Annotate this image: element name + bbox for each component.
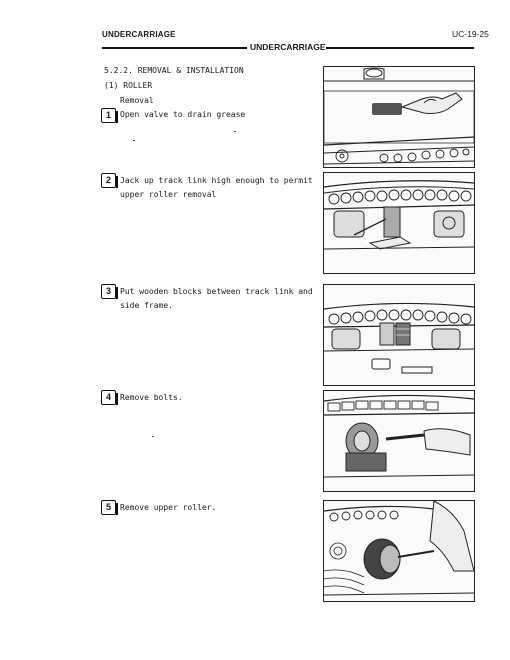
subsection-heading: (1) ROLLER [104,81,153,90]
upper-roller-illustration [324,501,474,601]
jack-illustration [324,173,474,273]
step-2-text-line-2: upper roller removal [120,190,217,199]
rule-title: UNDERCARRIAGE [250,42,326,52]
removal-label: Removal [120,96,154,105]
figure-step-5-remove-upper-roller [323,500,475,602]
step-2-text-line-1: Jack up track link high enough to permit [120,176,313,185]
page-code: UC-19-25 [452,29,489,39]
step-number-2: 2 [101,173,116,188]
step-number-1: 1 [101,108,116,123]
step-3-text-line-1: Put wooden blocks between track link and [120,287,313,296]
header-rule-right [326,47,474,49]
step-1-text: Open valve to drain grease [120,110,246,119]
step-number-4: 4 [101,390,116,405]
figure-step-4-remove-bolts [323,390,475,492]
step-5-text: Remove upper roller. [120,503,217,512]
section-header: UNDERCARRIAGE [102,30,176,39]
print-speck [152,436,154,437]
print-speck [234,131,236,132]
step-3-text-line-2: side frame. [120,301,173,310]
figure-step-2-jack-up-track [323,172,475,274]
header-rule-left [102,47,247,49]
section-heading: 5.2.2. REMOVAL & INSTALLATION [104,66,244,75]
step-4-text: Remove bolts. [120,393,183,402]
print-speck [133,140,135,141]
figure-step-3-wooden-blocks [323,284,475,386]
bolt-removal-illustration [324,391,474,491]
step-number-5: 5 [101,500,116,515]
wooden-block-illustration [324,285,474,385]
step-number-3: 3 [101,284,116,299]
valve-illustration [324,67,474,167]
figure-step-1-open-valve [323,66,475,168]
